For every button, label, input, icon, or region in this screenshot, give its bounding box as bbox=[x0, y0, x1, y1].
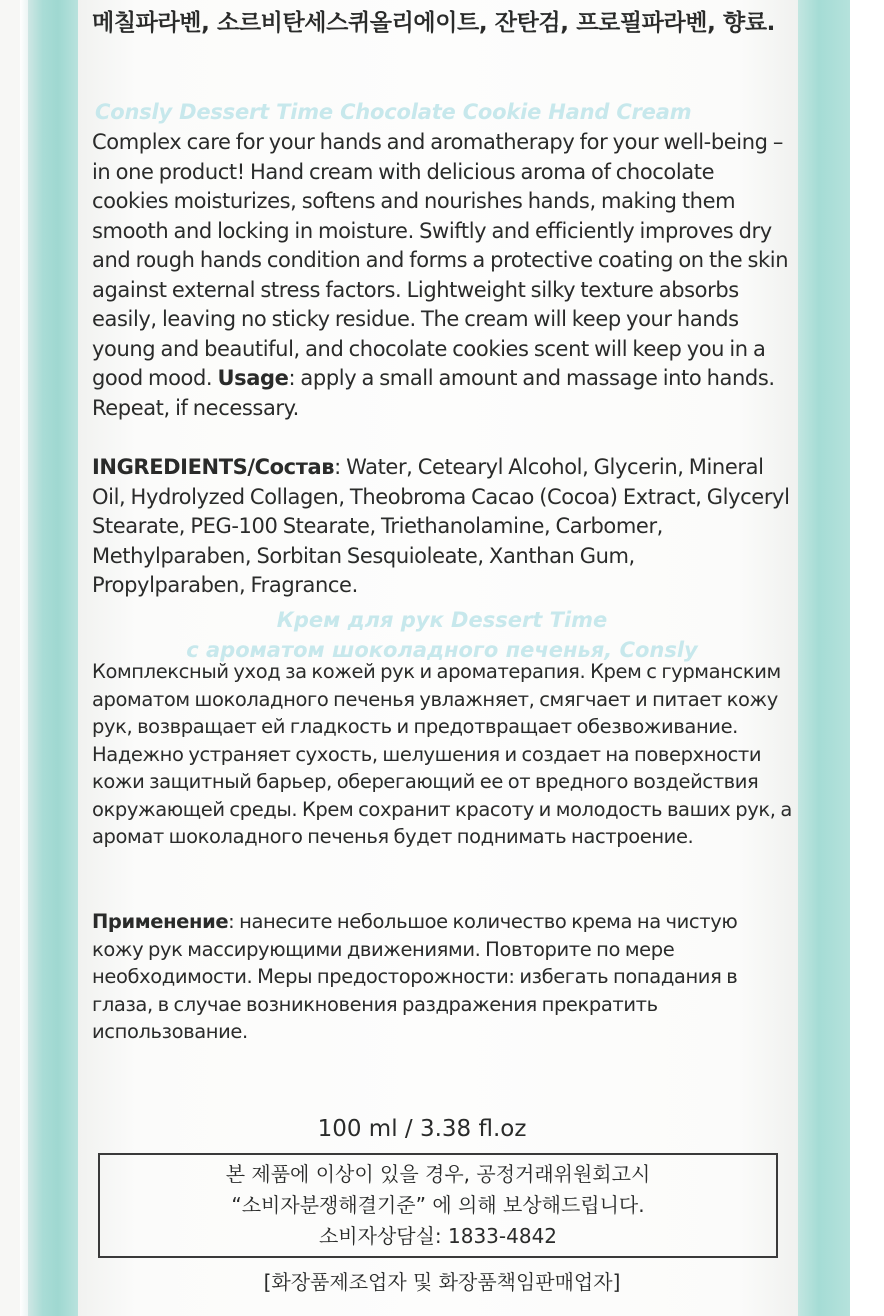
notice-line-2: “소비자분쟁해결기준” 에 의해 보상해드립니다. bbox=[231, 1193, 645, 1217]
ingredients-text: : Water, Cetearyl Alcohol, Glycerin, Mineral Oil, Hydrolyzed Collagen, Theobroma Cacao (Cocoa) Extract, Glyceryl Stearate, PEG-100 Stearate, Triethanolamine, Carbomer, Methylparaben, Sorbitan Sesquioleate, Xanthan Gum, Propylparaben, Fragrance. bbox=[92, 455, 790, 597]
notice-line-1: 본 제품에 이상이 있을 경우, 공정거래위원회고시 bbox=[225, 1162, 651, 1186]
background-right bbox=[850, 0, 884, 1316]
mint-stripe-right bbox=[798, 0, 850, 1316]
english-usage-text: : apply a small amount and massage into hands. Repeat, if necessary. bbox=[92, 366, 775, 420]
russian-heading-line-2: с ароматом шоколадного печенья, Consly bbox=[186, 638, 698, 662]
manufacturer-heading: [화장품제조업자 및 화장품책임판매업자] bbox=[263, 1270, 621, 1294]
notice-line-3: 소비자상담실: 1833-4842 bbox=[318, 1224, 558, 1248]
english-usage-label: Usage bbox=[217, 366, 289, 390]
mint-stripe-left bbox=[28, 0, 78, 1316]
ingredients-block bbox=[92, 453, 792, 601]
volume-label: 100 ml / 3.38 fl.oz bbox=[317, 1116, 527, 1142]
korean-ingredients-tail: 메칠파라벤, 소르비탄세스퀴올리에이트, 잔탄검, 프로필파라벤, 향료. bbox=[92, 10, 776, 36]
english-description-text: Complex care for your hands and aromatherapy for your well-being – in one product! Hand cream with delicious aroma of chocolate cookies moisturizes, softens and nourishes hands, making them smooth and locking in moisture. Swiftly and efficiently improves dry and rough hands condition and forms a protective coating on the skin against external stress factors. Lightweight silky texture absorbs easily, leaving no sticky residue. The cream will keep your hands young and beautiful, and chocolate cookies scent will keep you in a good mood. bbox=[92, 130, 789, 390]
russian-usage-text: : нанесите небольшое количество крема на чистую кожу рук массирующими движениями. Повторите по мере необходимости. Меры предосторожности: избегать попадания в глаза, в случае возникновения раздражения прекратить использование. bbox=[92, 910, 738, 1043]
russian-usage-label: Применение bbox=[92, 910, 229, 933]
russian-description: Комплексный уход за кожей рук и ароматерапия. Крем с гурманским ароматом шоколадного печенья увлажняет, смягчает и питает кожу рук, возвращает ей гладкость и предотвращает обезвоживание. Надежно устраняет сухость, шелушения и создает на поверхности кожи защитный барьер, оберегающий ее от вредного воздействия окружающей среды. Крем сохранит красоту и молодость ваших рук, а аромат шоколадного печенья будет поднимать настроение. bbox=[92, 660, 792, 848]
english-product-heading: Consly Dessert Time Chocolate Cookie Hand Cream bbox=[95, 100, 692, 124]
consumer-notice-box bbox=[98, 1153, 778, 1258]
russian-usage bbox=[92, 908, 792, 1046]
russian-heading-line-1: Крем для рук Dessert Time bbox=[276, 608, 608, 632]
english-description bbox=[92, 128, 792, 423]
russian-product-heading bbox=[92, 605, 792, 665]
ingredients-label: INGREDIENTS/Состав bbox=[92, 455, 335, 479]
